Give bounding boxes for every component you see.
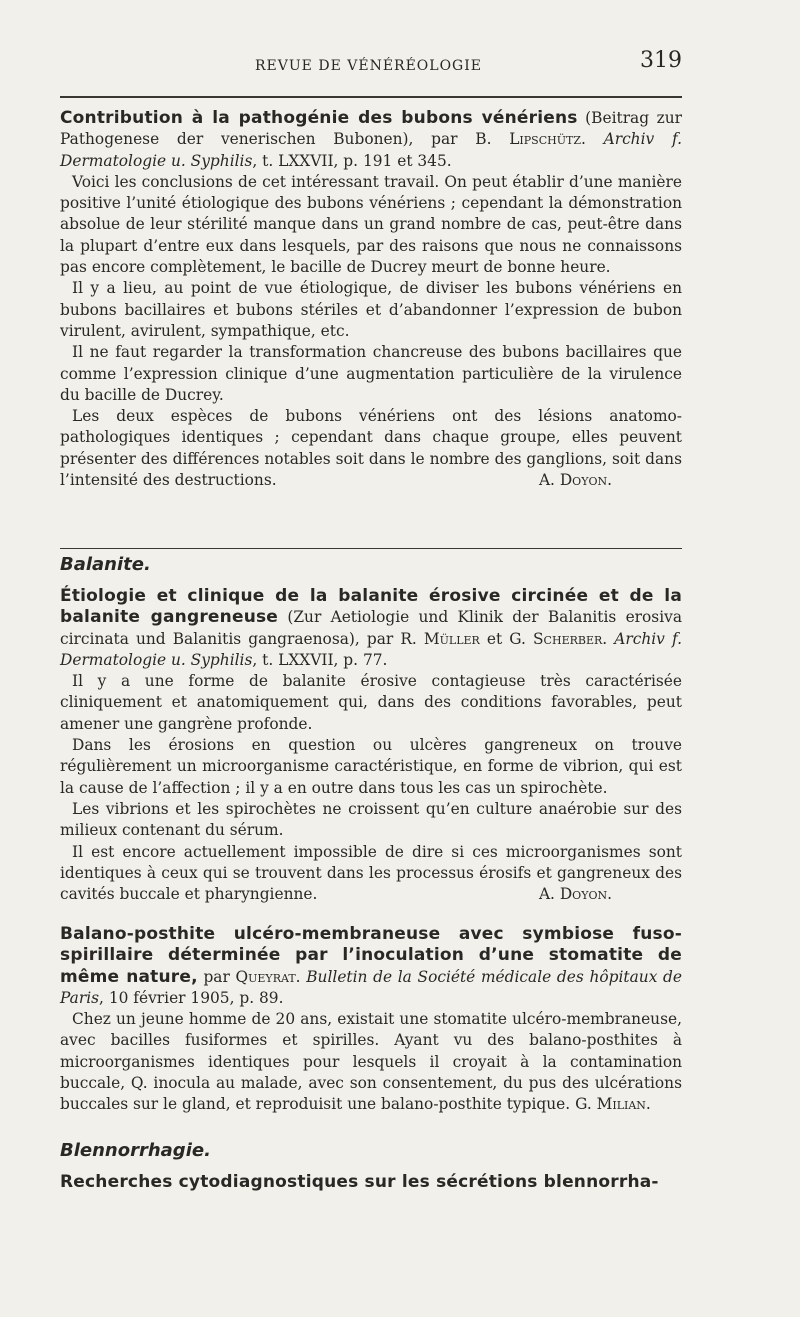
author-name: Scherber [533, 629, 603, 648]
article-reference: (Beitrag zur Pathogenese der venerischen Bubonen), par B. [60, 109, 682, 149]
article-title: Contribution à la pathogénie des bubons vénériens [60, 108, 578, 128]
reference-separator: . [580, 130, 604, 149]
paragraph: Il est encore actuellement impossible de dire si ces microorganismes sont identiques à ceux qui se trouvent dans les processus érosifs et gangreneux des cavités buccale et pharyngienne. [60, 842, 682, 904]
reference-volume: , t. LXXVII, p. 77. [252, 650, 388, 669]
reference-separator: et G. [479, 629, 534, 648]
paragraph: Il y a lieu, au point de vue étiologique, de diviser les bubons vénériens en bubons bacillaires et bubons stériles et d’abandonner l’expression de bubon virulent, avirulent, sympathique, etc. [60, 279, 682, 340]
signature: A. Doyon. [538, 885, 612, 904]
article-cytodiagnostic [60, 1172, 682, 1193]
page-header [60, 46, 682, 76]
article-title: Étiologie et clinique de la balanite érosive circinée et de la balanite gangreneuse [60, 586, 682, 628]
article-title: Balano-posthite ulcéro-membraneuse avec symbiose fuso-spirillaire déterminée par l’inoculation d’une stomatite de même nature, [60, 924, 682, 987]
paragraph: Voici les conclusions de cet intéressant travail. On peut établir d’une manière positive l’unité étiologique des bubons vénériens ; cependant la démonstration absolue de leur stérilité manque dans un grand nombre de cas, peut-être dans la plupart d’entre eux dans lesquels, par des raisons que nous ne connaissons pas encore complètement, le bacille de Ducrey meurt de bonne heure. [60, 172, 682, 277]
page-number: 319 [640, 48, 682, 73]
signature: A. Doyon. [538, 471, 612, 490]
article-reference: (Zur Aetiologie und Klinik der Balanitis erosiva circinata und Balanitis gangraenosa), par R. [60, 608, 682, 648]
author-name: Müller [423, 629, 480, 648]
running-title: REVUE DE VÉNÉRÉOLOGIE [255, 58, 482, 74]
reference-separator: . [602, 629, 615, 648]
article-lipschutz [60, 108, 682, 491]
article-muller-scherber [60, 586, 682, 905]
paragraph: Chez un jeune homme de 20 ans, existait une stomatite ulcéro-membraneuse, avec bacilles fusiformes et spirilles. Ayant vu des balano-posthites à microorganismes identiques pour lesquels il croyait à la contamination buccale, Q. inocula au malade, avec son consentement, du pus des ulcérations buccales sur le gland, et reproduisit une balano-posthite typique. [60, 1010, 682, 1114]
header-rule [60, 96, 682, 98]
paragraph: Il y a une forme de balanite érosive contagieuse très caractérisée cliniquement et anatomiquement qui, dans des conditions favorables, peut amener une gangrène profonde. [60, 672, 682, 733]
article-title: Recherches cytodiagnostiques sur les sécrétions blennorrha- [60, 1172, 659, 1192]
author-name: Lipschütz [509, 130, 581, 149]
article-reference: par [197, 967, 236, 986]
paragraph: Il ne faut regarder la transformation chancreuse des bubons bacillaires que comme l’expression clinique d’une augmentation particulière de la virulence du bacille de Ducrey. [60, 343, 682, 404]
section-heading-balanite: Balanite. [60, 554, 151, 575]
section-rule [60, 548, 682, 549]
reference-separator: . [295, 967, 307, 986]
signature: G. Milian. [575, 1095, 651, 1114]
journal-name: Archiv f. Dermatologie u. Syphilis [60, 629, 682, 669]
article-queyrat [60, 924, 682, 1116]
paragraph: Dans les érosions en question ou ulcères gangreneux on trouve régulièrement un microorganisme caractéristique, en forme de vibrion, qui est la cause de l’affection ; il y a en outre dans tous les cas un spirochète. [60, 736, 682, 797]
author-name: Queyrat [235, 967, 296, 986]
journal-name: Archiv f. Dermatologie u. Syphilis [60, 130, 682, 170]
reference-volume: , t. LXXVII, p. 191 et 345. [252, 151, 452, 170]
section-heading-blennorrhagie: Blennorrhagie. [60, 1140, 211, 1161]
reference-volume: , 10 février 1905, p. 89. [99, 988, 284, 1007]
journal-name: Bulletin de la Société médicale des hôpitaux de Paris [60, 967, 683, 1007]
paragraph: Les deux espèces de bubons vénériens ont des lésions anatomo-pathologiques identiques ; cependant dans chaque groupe, elles peuvent présenter des différences notables soit dans le nombre des ganglions, soit dans l’intensité des destructions. [60, 407, 682, 490]
paragraph: Les vibrions et les spirochètes ne croissent qu’en culture anaérobie sur des milieux contenant du sérum. [60, 799, 682, 840]
